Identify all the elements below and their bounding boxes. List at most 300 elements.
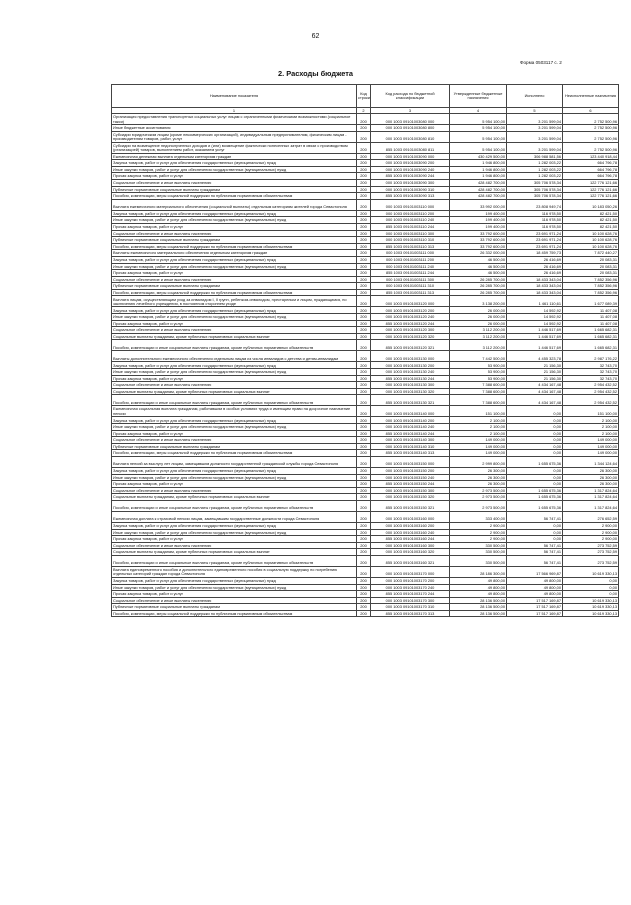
cell-indicator-name: Социальное обеспечение и иные выплаты населению (112, 276, 357, 283)
cell-unexecuted: 1 677 089,39 (563, 296, 619, 307)
header-approved: Утвержденные бюджетные назначения (450, 85, 507, 108)
cell-approved: 49 800,00 (450, 584, 507, 591)
cell-indicator-name: Публичные нормативные социальные выплаты гражданам (112, 443, 357, 450)
cell-unexecuted: 26 300,00 (563, 467, 619, 474)
cell-approved: 428 482 700,00 (450, 193, 507, 200)
cell-approved: 3 138 200,00 (450, 296, 507, 307)
cell-approved: 149 000,00 (450, 437, 507, 444)
cell-classification-code: 000 1003 09101003111 200 (371, 256, 450, 263)
cell-classification-code: 000 1003 09101003160 300 (371, 542, 450, 549)
table-row (112, 566, 619, 577)
cell-approved: 53 900,00 (450, 362, 507, 369)
table-row (112, 217, 619, 224)
page-number: 62 (311, 33, 320, 40)
cell-row-code: 200 (357, 577, 371, 584)
table-row (112, 522, 619, 529)
header-unexecuted: Неисполненные назначения (563, 85, 619, 108)
cell-indicator-name: Иные закупки товаров, работ и услуг для обеспечения государственных (муниципальных) нужд (112, 424, 357, 431)
cell-row-code: 200 (357, 584, 371, 591)
cell-classification-code: 000 1003 09101003170 300 (371, 597, 450, 604)
cell-unexecuted: 122 776 121,66 (563, 186, 619, 193)
cell-unexecuted: 122 776 121,66 (563, 179, 619, 186)
table-row (112, 395, 619, 406)
cell-unexecuted: 2 752 500,96 (563, 131, 619, 142)
cell-classification-code: 000 1003 09101003160 200 (371, 522, 450, 529)
table-row (112, 417, 619, 424)
cell-approved: 199 400,00 (450, 223, 507, 230)
cell-executed: 14 592,92 (507, 314, 563, 321)
cell-unexecuted: 11 407,08 (563, 314, 619, 321)
cell-executed: 49 800,00 (507, 591, 563, 598)
cell-approved: 428 482 700,00 (450, 186, 507, 193)
cell-indicator-name: Выплаты дополнительного ежемесячного обеспечения отдельным лицам из числа инвалидов с детства и детям-инвалидам (112, 351, 357, 362)
cell-classification-code: 000 1003 09101003090 300 (371, 179, 450, 186)
cell-executed: 4 455 323,78 (507, 351, 563, 362)
cell-executed: 0,00 (507, 467, 563, 474)
table-body (112, 114, 619, 617)
cell-indicator-name: Социальное обеспечение и иные выплаты населению (112, 542, 357, 549)
cell-approved: 2 973 500,00 (450, 487, 507, 494)
cell-executed: 17 517 169,87 (507, 597, 563, 604)
table-row (112, 555, 619, 566)
cell-executed: 4 434 167,48 (507, 382, 563, 389)
cell-unexecuted: 10 619 330,13 (563, 604, 619, 611)
table-row (112, 474, 619, 481)
cell-executed: 1 461 110,61 (507, 296, 563, 307)
table-row (112, 610, 619, 617)
cell-unexecuted: 2 100,00 (563, 417, 619, 424)
cell-row-code: 200 (357, 270, 371, 277)
cell-classification-code: 855 1003 09101003170 313 (371, 610, 450, 617)
cell-indicator-name: Иные закупки товаров, работ и услуг для обеспечения государственных (муниципальных) нужд (112, 314, 357, 321)
cell-approved: 149 000,00 (450, 450, 507, 457)
cell-executed: 0,00 (507, 536, 563, 543)
table-row (112, 142, 619, 153)
cell-executed: 0,00 (507, 437, 563, 444)
cell-indicator-name: Иные закупки товаров, работ и услуг для обеспечения государственных (муниципальных) нужд (112, 529, 357, 536)
cell-executed: 23 691 971,24 (507, 230, 563, 237)
cell-row-code: 200 (357, 327, 371, 334)
cell-approved: 28 136 500,00 (450, 604, 507, 611)
cell-indicator-name: Закупка товаров, работ и услуг для обеспечения государственных (муниципальных) нужд (112, 577, 357, 584)
cell-row-code: 200 (357, 114, 371, 125)
cell-classification-code: 855 1003 09101003120 321 (371, 340, 450, 351)
header-executed: Исполнено (507, 85, 563, 108)
cell-classification-code: 000 1003 09101003111 300 (371, 276, 450, 283)
cell-row-code: 200 (357, 430, 371, 437)
cell-row-code: 200 (357, 160, 371, 167)
cell-approved: 5 954 100,00 (450, 114, 507, 125)
table-row (112, 327, 619, 334)
cell-unexecuted: 2 100,00 (563, 430, 619, 437)
table-row (112, 186, 619, 193)
header-row-code: Код строки (357, 85, 371, 108)
cell-classification-code: 000 1003 09101003090 000 (371, 153, 450, 160)
cell-row-code: 200 (357, 340, 371, 351)
table-row (112, 289, 619, 296)
cell-classification-code: 000 1003 09101003170 000 (371, 566, 450, 577)
cell-indicator-name: Публичные нормативные социальные выплаты гражданам (112, 283, 357, 290)
cell-executed: 1 655 675,36 (507, 456, 563, 467)
cell-classification-code: 000 1003 09101003160 320 (371, 549, 450, 556)
cell-indicator-name: Выплата ежемесячного материального обеспечения (социальной выплаты) отдельным категориям жителей города Севастополя (112, 199, 357, 210)
cell-executed: 21 156,30 (507, 375, 563, 382)
cell-approved: 26 285 700,00 (450, 283, 507, 290)
cell-classification-code: 000 1003 09101003150 000 (371, 456, 450, 467)
cell-indicator-name: Закупка товаров, работ и услуг для обеспечения государственных (муниципальных) нужд (112, 307, 357, 314)
cell-classification-code: 000 1003 09101003130 320 (371, 388, 450, 395)
cell-approved: 330 500,00 (450, 555, 507, 566)
cell-executed: 0,00 (507, 424, 563, 431)
cell-row-code: 200 (357, 283, 371, 290)
cell-classification-code: 000 1003 09101003140 000 (371, 406, 450, 417)
cell-row-code: 200 (357, 443, 371, 450)
cell-executed: 4 434 167,48 (507, 395, 563, 406)
cell-classification-code: 000 1003 09101003150 240 (371, 474, 450, 481)
cell-approved: 53 900,00 (450, 369, 507, 376)
header-classification-code: Код расхода по бюджетной классификации (371, 85, 450, 108)
cell-row-code: 200 (357, 186, 371, 193)
cell-executed: 14 592,92 (507, 320, 563, 327)
cell-unexecuted: 1 665 682,31 (563, 327, 619, 334)
cell-approved: 151 100,00 (450, 406, 507, 417)
cell-row-code: 200 (357, 417, 371, 424)
cell-unexecuted: 2 752 500,96 (563, 125, 619, 132)
cell-row-code: 200 (357, 375, 371, 382)
table-row (112, 382, 619, 389)
cell-indicator-name: Иные бюджетные ассигнования (112, 125, 357, 132)
cell-approved: 26 000,00 (450, 314, 507, 321)
table-row (112, 604, 619, 611)
cell-classification-code: 000 1003 09101003120 240 (371, 314, 450, 321)
cell-approved: 3 112 200,00 (450, 327, 507, 334)
cell-classification-code: 855 1003 09101003130 321 (371, 395, 450, 406)
cell-row-code: 200 (357, 487, 371, 494)
cell-row-code: 200 (357, 395, 371, 406)
cell-row-code: 200 (357, 142, 371, 153)
cell-indicator-name: Прочая закупка товаров, работ и услуг (112, 375, 357, 382)
cell-unexecuted: 11 407,08 (563, 307, 619, 314)
table-row (112, 351, 619, 362)
cell-approved: 2 973 500,00 (450, 500, 507, 511)
cell-indicator-name: Выплата единовременного пособия и дополнительного единовременного пособия в социальную поддержку по погребению отдельных категорий граждан города Севастополя (112, 566, 357, 577)
cell-row-code: 200 (357, 481, 371, 488)
cell-indicator-name: Социальное обеспечение и иные выплаты населению (112, 597, 357, 604)
cell-approved: 26 000,00 (450, 307, 507, 314)
cell-row-code: 200 (357, 166, 371, 173)
budget-expenses-table (111, 84, 619, 617)
table-row (112, 193, 619, 200)
cell-row-code: 200 (357, 230, 371, 237)
cell-executed: 56 747,41 (507, 511, 563, 522)
cell-unexecuted: 10 100 628,76 (563, 243, 619, 250)
cell-approved: 26 285 700,00 (450, 289, 507, 296)
table-row (112, 511, 619, 522)
table-row (112, 125, 619, 132)
cell-row-code: 200 (357, 296, 371, 307)
table-row (112, 536, 619, 543)
cell-approved: 26 332 000,00 (450, 250, 507, 257)
cell-unexecuted: 26 300,00 (563, 481, 619, 488)
cell-approved: 5 954 100,00 (450, 125, 507, 132)
cell-approved: 1 946 800,00 (450, 173, 507, 180)
cell-approved: 3 112 200,00 (450, 340, 507, 351)
cell-classification-code: 000 1003 09101003140 310 (371, 443, 450, 450)
cell-unexecuted: 1 344 124,64 (563, 456, 619, 467)
cell-row-code: 200 (357, 450, 371, 457)
cell-approved: 1 946 800,00 (450, 166, 507, 173)
cell-executed: 0,00 (507, 450, 563, 457)
cell-row-code: 200 (357, 320, 371, 327)
cell-executed: 0,00 (507, 417, 563, 424)
cell-classification-code: 855 1003 09101003160 244 (371, 536, 450, 543)
cell-approved: 333 400,00 (450, 511, 507, 522)
index-cell: 3 (371, 108, 450, 114)
cell-approved: 28 136 500,00 (450, 597, 507, 604)
cell-unexecuted: 32 743,70 (563, 362, 619, 369)
table-row (112, 210, 619, 217)
header-indicator-name: Наименование показателя (112, 85, 357, 108)
cell-unexecuted: 2 900,00 (563, 536, 619, 543)
cell-indicator-name: Пособия, компенсации, меры социальной поддержки по публичным нормативным обязательствам (112, 450, 357, 457)
cell-approved: 49 800,00 (450, 577, 507, 584)
table-row (112, 276, 619, 283)
cell-classification-code: 855 1003 09101003150 321 (371, 500, 450, 511)
cell-unexecuted: 2 900,00 (563, 522, 619, 529)
cell-executed: 23 691 971,24 (507, 243, 563, 250)
cell-approved: 3 112 200,00 (450, 333, 507, 340)
table-row (112, 443, 619, 450)
cell-row-code: 200 (357, 467, 371, 474)
cell-indicator-name: Организация предоставления транспортных социальных услуг лицам с ограниченными физическими возможностями (социальное такси) (112, 114, 357, 125)
cell-indicator-name: Субсидии юридическим лицам (кроме некоммерческих организаций), индивидуальным предпринимателям, физическим лицам - производителям товаров, работ, услуг (112, 131, 357, 142)
cell-row-code: 200 (357, 263, 371, 270)
table-row (112, 230, 619, 237)
table-row (112, 114, 619, 125)
cell-indicator-name: Ежемесячная денежная выплата отдельным категориям граждан (112, 153, 357, 160)
cell-row-code: 200 (357, 210, 371, 217)
cell-unexecuted: 149 000,00 (563, 437, 619, 444)
cell-unexecuted: 122 776 121,66 (563, 193, 619, 200)
cell-unexecuted: 82 421,50 (563, 223, 619, 230)
cell-approved: 428 482 700,00 (450, 179, 507, 186)
cell-row-code: 200 (357, 351, 371, 362)
cell-unexecuted: 32 743,70 (563, 375, 619, 382)
cell-executed: 14 592,92 (507, 307, 563, 314)
cell-unexecuted: 2 954 432,52 (563, 382, 619, 389)
cell-classification-code: 000 1003 09101003080 810 (371, 131, 450, 142)
cell-unexecuted: 1 317 824,64 (563, 487, 619, 494)
cell-indicator-name: Публичные нормативные социальные выплаты гражданам (112, 237, 357, 244)
cell-unexecuted: 1 317 824,64 (563, 500, 619, 511)
cell-classification-code: 000 1003 09101003140 240 (371, 424, 450, 431)
table-row (112, 481, 619, 488)
cell-unexecuted: 0,00 (563, 584, 619, 591)
cell-classification-code: 000 1003 09101003120 200 (371, 307, 450, 314)
cell-indicator-name: Социальное обеспечение и иные выплаты населению (112, 487, 357, 494)
cell-classification-code: 855 1003 09101003130 244 (371, 375, 450, 382)
cell-executed: 56 747,41 (507, 542, 563, 549)
cell-indicator-name: Прочая закупка товаров, работ и услуг (112, 481, 357, 488)
table-row (112, 223, 619, 230)
index-cell: 5 (507, 108, 563, 114)
cell-unexecuted: 7 872 440,27 (563, 250, 619, 257)
cell-executed: 0,00 (507, 481, 563, 488)
cell-unexecuted: 7 852 356,96 (563, 276, 619, 283)
cell-indicator-name: Закупка товаров, работ и услуг для обеспечения государственных (муниципальных) нужд (112, 362, 357, 369)
cell-approved: 46 500,00 (450, 256, 507, 263)
cell-approved: 5 954 100,00 (450, 142, 507, 153)
cell-executed: 21 156,30 (507, 362, 563, 369)
cell-approved: 2 999 800,00 (450, 456, 507, 467)
cell-classification-code: 000 1003 09101003090 310 (371, 186, 450, 193)
cell-indicator-name: Иные закупки товаров, работ и услуг для обеспечения государственных (муниципальных) нужд (112, 584, 357, 591)
cell-row-code: 200 (357, 199, 371, 210)
cell-approved: 49 800,00 (450, 591, 507, 598)
section-title: 2. Расходы бюджета (278, 69, 353, 78)
cell-classification-code: 000 1003 09101003120 300 (371, 327, 450, 334)
cell-approved: 33 992 000,00 (450, 199, 507, 210)
cell-approved: 53 900,00 (450, 375, 507, 382)
cell-indicator-name: Социальное обеспечение и иные выплаты населению (112, 230, 357, 237)
cell-row-code: 200 (357, 456, 371, 467)
cell-row-code: 200 (357, 243, 371, 250)
cell-classification-code: 855 1003 09101003111 313 (371, 289, 450, 296)
cell-unexecuted: 11 407,08 (563, 320, 619, 327)
cell-classification-code: 855 1003 09101003140 313 (371, 450, 450, 457)
table-row (112, 340, 619, 351)
cell-approved: 2 100,00 (450, 417, 507, 424)
cell-approved: 1 946 800,00 (450, 160, 507, 167)
cell-executed: 23 808 949,74 (507, 199, 563, 210)
cell-classification-code: 000 1003 09101003110 310 (371, 237, 450, 244)
cell-classification-code: 000 1003 09101003120 000 (371, 296, 450, 307)
cell-classification-code: 000 1003 09101003130 200 (371, 362, 450, 369)
cell-executed: 3 201 599,04 (507, 131, 563, 142)
cell-row-code: 200 (357, 289, 371, 296)
cell-classification-code: 000 1003 09101003170 240 (371, 584, 450, 591)
table-row (112, 314, 619, 321)
table-row (112, 542, 619, 549)
table-row (112, 369, 619, 376)
table-row (112, 283, 619, 290)
table-row (112, 270, 619, 277)
cell-classification-code: 000 1003 09101003130 000 (371, 351, 450, 362)
cell-classification-code: 855 1003 09101003150 244 (371, 481, 450, 488)
cell-row-code: 200 (357, 125, 371, 132)
cell-classification-code: 855 1003 09101003110 244 (371, 223, 450, 230)
cell-approved: 26 000,00 (450, 320, 507, 327)
cell-unexecuted: 273 752,59 (563, 555, 619, 566)
cell-approved: 430 429 500,00 (450, 153, 507, 160)
cell-unexecuted: 20 083,31 (563, 270, 619, 277)
cell-row-code: 200 (357, 597, 371, 604)
cell-unexecuted: 10 619 330,13 (563, 566, 619, 577)
table-row (112, 173, 619, 180)
cell-indicator-name: Пособия, компенсации, меры социальной поддержки по публичным нормативным обязательствам (112, 289, 357, 296)
cell-classification-code: 000 1003 09101003111 000 (371, 250, 450, 257)
cell-unexecuted: 0,00 (563, 591, 619, 598)
cell-indicator-name: Иные закупки товаров, работ и услуг для обеспечения государственных (муниципальных) нужд (112, 474, 357, 481)
cell-approved: 33 792 600,00 (450, 243, 507, 250)
cell-unexecuted: 1 665 682,31 (563, 340, 619, 351)
table-row (112, 256, 619, 263)
cell-classification-code: 855 1003 09101003090 244 (371, 173, 450, 180)
cell-classification-code: 000 1003 09101003110 200 (371, 210, 450, 217)
form-reference: Форма 0503117 с. 2 (520, 60, 562, 65)
cell-indicator-name: Закупка товаров, работ и услуг для обеспечения государственных (муниципальных) нужд (112, 467, 357, 474)
cell-executed: 1 655 675,36 (507, 500, 563, 511)
cell-approved: 28 186 300,00 (450, 566, 507, 577)
cell-unexecuted: 10 100 628,76 (563, 237, 619, 244)
cell-unexecuted: 2 987 176,22 (563, 351, 619, 362)
cell-indicator-name: Иные закупки товаров, работ и услуг для обеспечения государственных (муниципальных) нужд (112, 217, 357, 224)
table-row (112, 388, 619, 395)
cell-classification-code: 855 1003 09101003120 244 (371, 320, 450, 327)
cell-classification-code: 855 1003 09101003160 321 (371, 555, 450, 566)
cell-indicator-name: Пособия, компенсации, меры социальной поддержки по публичным нормативным обязательствам (112, 243, 357, 250)
cell-classification-code: 000 1003 09101003120 320 (371, 333, 450, 340)
cell-approved: 7 388 600,00 (450, 382, 507, 389)
cell-executed: 1 446 517,69 (507, 333, 563, 340)
index-cell: 4 (450, 108, 507, 114)
cell-row-code: 200 (357, 542, 371, 549)
cell-indicator-name: Социальное обеспечение и иные выплаты населению (112, 382, 357, 389)
index-cell: 2 (357, 108, 371, 114)
cell-approved: 330 500,00 (450, 542, 507, 549)
cell-executed: 3 201 599,04 (507, 142, 563, 153)
cell-classification-code: 000 1003 09101003080 800 (371, 125, 450, 132)
cell-approved: 33 792 600,00 (450, 230, 507, 237)
table-row (112, 296, 619, 307)
cell-executed: 18 433 343,04 (507, 289, 563, 296)
cell-unexecuted: 20 083,31 (563, 263, 619, 270)
cell-approved: 2 900,00 (450, 522, 507, 529)
cell-approved: 26 300,00 (450, 481, 507, 488)
table-row (112, 160, 619, 167)
table-row (112, 320, 619, 327)
cell-classification-code: 000 1003 09101003111 240 (371, 263, 450, 270)
cell-unexecuted: 32 743,70 (563, 369, 619, 376)
cell-row-code: 200 (357, 276, 371, 283)
cell-classification-code: 000 1003 09101003130 300 (371, 382, 450, 389)
cell-unexecuted: 273 752,59 (563, 549, 619, 556)
cell-unexecuted: 1 317 824,64 (563, 494, 619, 501)
cell-row-code: 200 (357, 566, 371, 577)
cell-row-code: 200 (357, 494, 371, 501)
cell-row-code: 200 (357, 474, 371, 481)
cell-approved: 46 500,00 (450, 270, 507, 277)
cell-unexecuted: 2 100,00 (563, 424, 619, 431)
cell-classification-code: 000 1003 09101003150 300 (371, 487, 450, 494)
cell-executed: 56 747,41 (507, 555, 563, 566)
cell-executed: 0,00 (507, 474, 563, 481)
cell-indicator-name: Пособия, компенсации и иные социальные выплаты гражданам, кроме публичных нормативных обязательств (112, 340, 357, 351)
table-row (112, 375, 619, 382)
cell-unexecuted: 2 954 432,52 (563, 395, 619, 406)
cell-row-code: 200 (357, 256, 371, 263)
cell-unexecuted: 2 900,00 (563, 529, 619, 536)
cell-executed: 18 459 759,73 (507, 250, 563, 257)
cell-indicator-name: Пособия, компенсации и иные социальные выплаты гражданам, кроме публичных нормативных обязательств (112, 395, 357, 406)
cell-row-code: 200 (357, 369, 371, 376)
cell-executed: 17 566 969,87 (507, 566, 563, 577)
cell-row-code: 200 (357, 406, 371, 417)
cell-executed: 305 706 578,34 (507, 193, 563, 200)
cell-executed: 1 446 517,69 (507, 340, 563, 351)
cell-executed: 3 201 599,04 (507, 125, 563, 132)
cell-classification-code: 855 1003 09101003110 313 (371, 243, 450, 250)
